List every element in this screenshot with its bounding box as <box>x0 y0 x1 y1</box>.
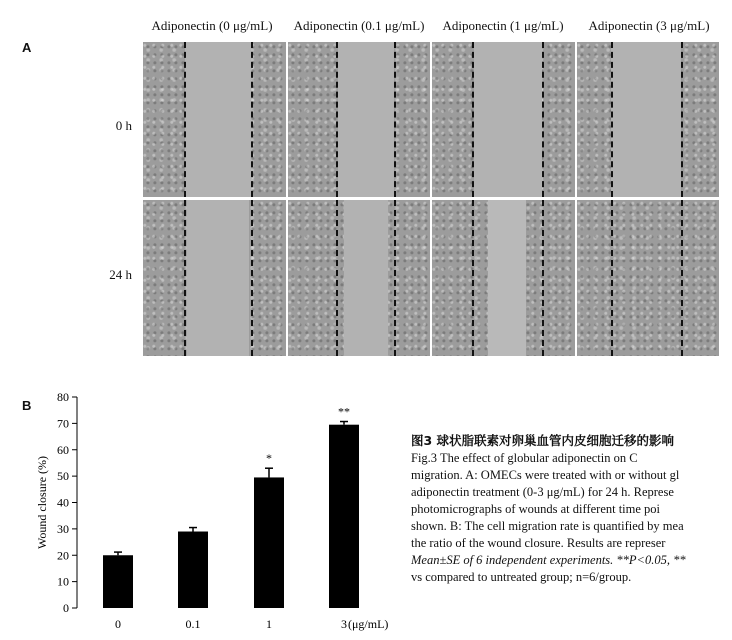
caption-line: migration. A: OMECs were treated with or without gl <box>411 468 680 482</box>
column-header-3: Adiponectin (3 μg/mL) <box>588 18 710 33</box>
caption-line: adiponectin treatment (0-3 μg/mL) for 24 h. Represe <box>411 485 674 499</box>
y-tick-label: 60 <box>57 442 69 457</box>
caption-line: the ratio of the wound closure. Results are represer <box>411 536 666 550</box>
micrograph-grid <box>143 42 719 356</box>
x-tick-label: 0 <box>115 617 121 631</box>
significance-marker: * <box>266 451 272 466</box>
column-header-0-1: Adiponectin (0.1 μg/mL) <box>293 18 425 33</box>
micrograph-0h-1 <box>432 42 575 197</box>
significance-marker: ** <box>338 404 350 419</box>
y-tick-label: 70 <box>57 416 69 431</box>
row-label-24h: 24 h <box>109 267 132 282</box>
panel-b-letter: B <box>22 398 32 413</box>
y-axis-title: Wound closure (%) <box>35 455 49 550</box>
x-tick-label: 3 <box>341 617 347 631</box>
bar-3 <box>329 425 359 608</box>
caption-line: vs compared to untreated group; n=6/group. <box>411 570 632 584</box>
row-label-0h: 0 h <box>115 118 132 133</box>
x-tick-label: 0.1 <box>185 617 201 631</box>
bar-1 <box>254 477 284 608</box>
caption-line: Fig.3 The effect of globular adiponectin on C <box>411 451 638 465</box>
caption-body <box>411 450 732 586</box>
micrograph-0h-0-1 <box>288 42 430 197</box>
y-tick-label: 40 <box>57 495 69 510</box>
caption-line: photomicrographs of wounds at different time poi <box>411 502 661 516</box>
y-tick-label: 30 <box>57 521 69 536</box>
micrograph-0h-3 <box>577 42 719 197</box>
y-tick-label: 0 <box>63 601 69 615</box>
caption-line: Mean±SE of 6 independent experiments. **P<0.05, ** <box>411 553 686 567</box>
y-tick-label: 20 <box>57 548 69 563</box>
micrograph-24h-3 <box>577 200 719 356</box>
column-header-0: Adiponectin (0 μg/mL) <box>151 18 273 33</box>
bar-chart <box>0 380 420 640</box>
caption-title-zh: 图3 球状脂联素对卵巢血管内皮细胞迁移的影响 <box>411 433 675 448</box>
bar-0 <box>103 555 133 608</box>
column-header-1: Adiponectin (1 μg/mL) <box>442 18 564 33</box>
x-unit-label: (μg/mL) <box>348 617 389 631</box>
y-tick-label: 10 <box>57 574 69 589</box>
micrograph-24h-0 <box>143 200 286 356</box>
micrograph-0h-0 <box>143 42 286 197</box>
x-tick-label: 1 <box>266 617 272 631</box>
micrograph-24h-0-1 <box>288 200 430 356</box>
y-tick-label: 80 <box>57 390 69 404</box>
bar-0.1 <box>178 532 208 608</box>
caption-line: shown. B: The cell migration rate is quantified by mea <box>411 519 684 533</box>
micrograph-24h-1 <box>432 200 575 356</box>
panel-a-letter: A <box>22 40 32 55</box>
y-tick-label: 50 <box>57 469 69 484</box>
